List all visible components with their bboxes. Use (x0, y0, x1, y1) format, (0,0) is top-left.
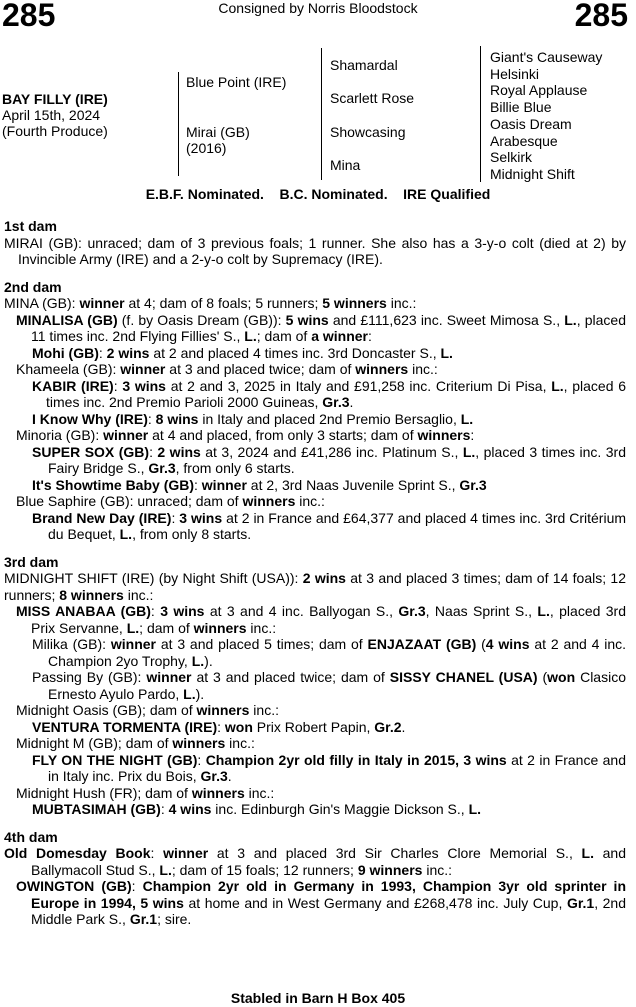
lot-number-right: 285 (574, 0, 628, 33)
produce-entry: Blue Saphire (GB): unraced; dam of winners inc.: (16, 493, 325, 509)
produce-entry: MISS ANABAA (GB): 3 wins at 3 and 4 inc. Ballyogan S., Gr.3, Naas Sprint S., L., placed 3rd Prix Servanne, L.; dam of winners inc.: (16, 603, 626, 636)
sire-dam: Scarlett Rose (330, 90, 415, 106)
first-dam-text: MIRAI (GB): unraced; dam of 3 previous foals; 1 runner. She also has a 3-y-o colt (died at 2) by Invincible Army (IRE) and a 2-y-o colt by Supremacy (IRE). (4, 234, 626, 267)
second-dam-line: MINA (GB): winner at 4; dam of 8 foals; 5 runners; 5 winners inc.: (4, 295, 417, 311)
produce-entry: Minoria (GB): winner at 4 and placed, from only 3 starts; dam of winners: (16, 427, 475, 443)
produce-entry: Mohi (GB): 2 wins at 2 and placed 4 times inc. 3rd Doncaster S., L. (32, 344, 453, 361)
pedigree-table (0, 44, 636, 184)
produce-entry: Milika (GB): winner at 3 and placed 5 times; dam of ENJAZAAT (GB) (4 wins at 2 and 4 inc. Champion 2yo Trophy, L.). (32, 636, 627, 669)
produce-entry: VENTURA TORMENTA (IRE): won Prix Robert Papin, Gr.2. (32, 718, 406, 735)
lot-number-left: 285 (2, 0, 56, 33)
horse-name: BAY FILLY (IRE) (2, 91, 108, 107)
gen3-2: Helsinki (490, 66, 540, 82)
dam-dam: Mina (330, 157, 361, 173)
horse-produce: (Fourth Produce) (2, 123, 108, 139)
pedigree-divider-1 (178, 72, 179, 176)
gen3-3: Royal Applause (490, 82, 588, 98)
pedigree-divider-2 (321, 48, 322, 180)
fourth-dam-line: Old Domesday Book: winner at 3 and placed 3rd Sir Charles Clore Memorial S., L. and Ballymacoll Stud S., L.; dam of 15 foals; 12 runners; 9 winners inc.: (4, 845, 627, 878)
qualifications: E.B.F. Nominated. B.C. Nominated. IRE Qualified (145, 186, 491, 202)
third-dam-line: MIDNIGHT SHIFT (IRE) (by Night Shift (USA)): 2 wins at 3 and placed 3 times; dam of 14 foals; 12 runners; 8 winners inc.: (4, 570, 626, 603)
produce-entry: FLY ON THE NIGHT (GB): Champion 2yr old filly in Italy in 2015, 3 wins at 2 in France and in Italy inc. Prix du Bois, Gr.3. (32, 751, 626, 784)
produce-entry: Khameela (GB): winner at 3 and placed twice; dam of winners inc.: (16, 361, 438, 377)
produce-entry: Midnight Hush (FR); dam of winners inc.: (16, 784, 275, 801)
produce-entry: I Know Why (IRE): 8 wins in Italy and placed 2nd Premio Bersaglio, L. (32, 410, 474, 427)
gen3-7: Selkirk (490, 149, 533, 165)
consignor: Consigned by Norris Bloodstock (218, 0, 418, 16)
produce-entry: It's Showtime Baby (GB): winner at 2, 3rd Naas Juvenile Sprint S., Gr.3 (32, 476, 487, 493)
produce-entry: SUPER SOX (GB): 2 wins at 3, 2024 and £41,286 inc. Platinum S., L., placed 3 times inc. 3rd Fairy Bridge S., Gr.3, from only 6 starts. (32, 443, 627, 476)
produce-entry: Passing By (GB): winner at 3 and placed twice; dam of SISSY CHANEL (USA) (won Clasico Ernesto Ayulo Pardo, L.). (32, 669, 626, 702)
gen3-1: Giant's Causeway (490, 49, 603, 65)
fourth-dam-heading: 4th dam (4, 828, 58, 845)
produce-entry: MUBTASIMAH (GB): 4 wins inc. Edinburgh Gin's Maggie Dickson S., L. (32, 801, 482, 817)
dam: Mirai (GB) (186, 124, 250, 140)
produce-entry: Brand New Day (IRE): 3 wins at 2 in France and £64,377 and placed 4 times inc. 3rd Critérium du Bequet, L., from only 8 starts. (32, 509, 627, 542)
produce-entry: KABIR (IRE): 3 wins at 2 and 3, 2025 in Italy and £91,258 inc. Criterium Di Pisa, L., placed 6 times inc. 2nd Premio Parioli 2000 Guineas, Gr.3. (32, 377, 627, 410)
produce-entry: OWINGTON (GB): Champion 2yr old in Germany in 1993, Champion 3yr old sprinter in Europe in 1994, 5 wins at home and in West Germany and £268,478 inc. July Cup, Gr.1, 2nd Middle Park S., Gr.1; sire. (16, 878, 627, 927)
gen3-4: Billie Blue (490, 99, 552, 115)
pedigree-divider-3 (480, 46, 481, 182)
gen3-6: Arabesque (490, 133, 558, 149)
produce-entry: Midnight M (GB); dam of winners inc.: (16, 735, 255, 751)
gen3-5: Oasis Dream (490, 116, 572, 132)
catalogue-body (4, 218, 626, 928)
gen3-8: Midnight Shift (490, 166, 575, 182)
second-dam-heading: 2nd dam (4, 278, 62, 295)
horse-foaled: April 15th, 2024 (2, 107, 101, 123)
first-dam-heading: 1st dam (4, 218, 57, 234)
sire: Blue Point (IRE) (186, 74, 287, 90)
sire-sire: Shamardal (330, 57, 398, 73)
stabling-info: Stabled in Barn H Box 405 (230, 990, 406, 1006)
dam-sire: Showcasing (330, 124, 406, 140)
third-dam-heading: 3rd dam (4, 553, 59, 570)
produce-entry: MINALISA (GB) (f. by Oasis Dream (GB)): 5 wins and £111,623 inc. Sweet Mimosa S., L., placed 11 times inc. 2nd Flying Fillies' S., L.; dam of a winner: (16, 311, 626, 344)
dam-year: (2016) (186, 140, 227, 156)
produce-entry: Midnight Oasis (GB); dam of winners inc.: (16, 702, 279, 718)
